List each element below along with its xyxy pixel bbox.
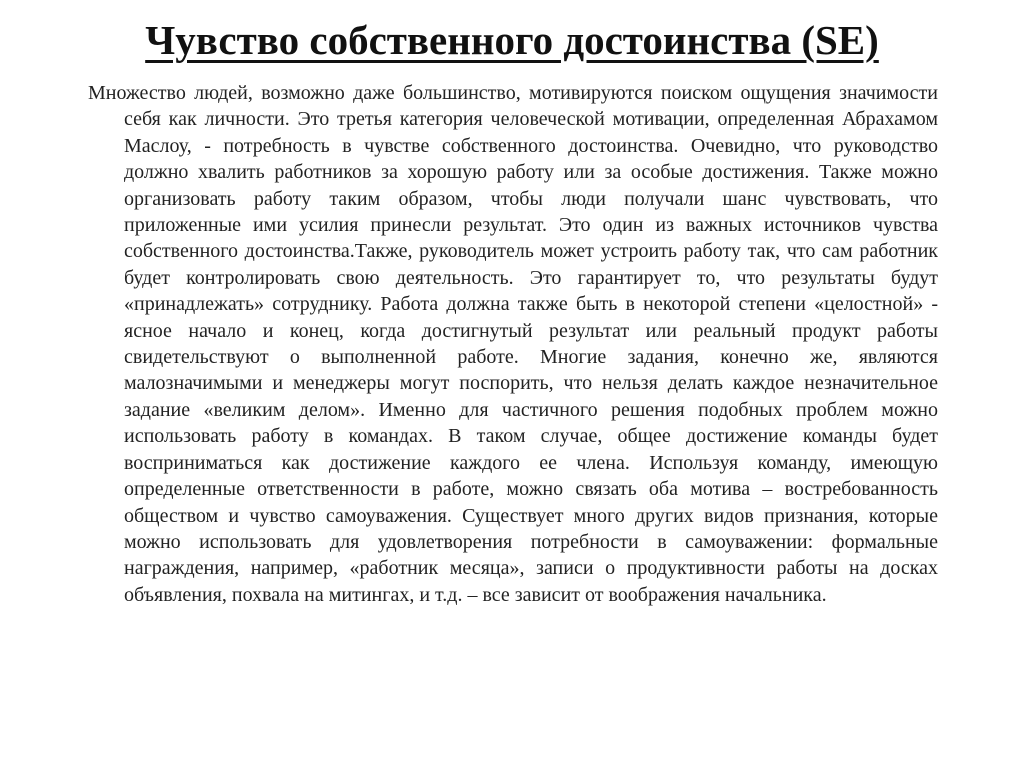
body-paragraph: Множество людей, возможно даже большинство, мотивируются поиском ощущения значимости себя как личности. Это третья категория человеческой мотивации, определенная Абрахамом Маслоу, - потребность в чувстве собственного достоинства. Очевидно, что руководство должно хвалить работников за хорошую работу или за особые достижения. Также можно организовать работу таким образом, чтобы люди получали шанс чувствовать, что приложенные ими усилия принесли результат. Это один из важных источников чувства собственного достоинства.Также, руководитель может устроить работу так, что сам работник будет контролировать свою деятельность. Это гарантирует то, что результаты будут «принадлежать» сотруднику. Работа должна также быть в некоторой степени «целостной» - ясное начало и конец, когда достигнутый результат или реальный продукт работы свидетельствуют о выполненной работе. Многие задания, конечно же, являются малозначимыми и менеджеры могут поспорить, что нельзя делать каждое незначительное задание «великим делом». Именно для частичного решения подобных проблем можно использовать работу в командах. В таком случае, общее достижение команды будет восприниматься как достижение каждого ее члена. Используя команду, имеющую определенные ответственности в работе, можно связать оба мотива – востребованность обществом и чувство самоуважения. Существует много других видов признания, которые можно использовать для удовлетворения потребности в самоуважении: формальные награждения, например, «работник месяца», записи о продуктивности работы на досках объявления, похвала на митингах, и т.д. – все зависит от воображения начальника.	[88, 82, 938, 606]
slide-title: Чувство собственного достоинства (SE)	[145, 17, 879, 63]
